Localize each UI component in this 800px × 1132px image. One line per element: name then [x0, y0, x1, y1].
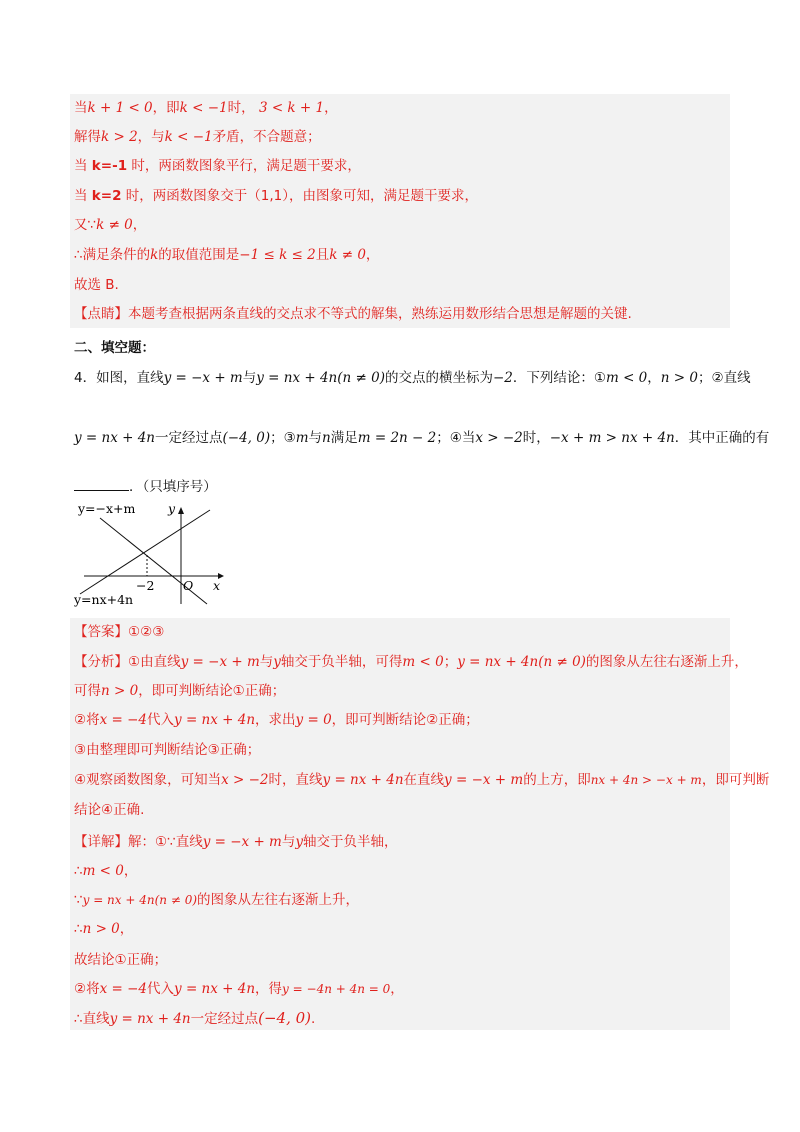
function-graph	[70, 500, 230, 608]
detail-line-6: ②将x = −4代入y = nx + 4n，得y = −4n + 4n = 0，	[74, 981, 404, 997]
section-heading: 二、填空题：	[74, 340, 155, 356]
solution-line-5: 又∵k ≠ 0，	[74, 217, 147, 233]
comment-tag: 【点睛】	[74, 306, 128, 322]
question-line-2: y = nx + 4n一定经过点(−4, 0)；③m与n满足m = 2n − 2；④当x > −2时，−x + m > nx + 4n．其中正确的有	[74, 430, 770, 446]
detail-line-1: 【详解】解：①∵直线y = −x + m与y轴交于负半轴，	[74, 834, 398, 850]
solution-line-3: 当 k=-1 时，两函数图象平行，满足题干要求，	[74, 158, 361, 174]
detail-line-4: ∴n > 0，	[74, 921, 134, 937]
detail-line-3: ∵y = nx + 4n(n ≠ 0)的图象从左往右逐渐上升，	[74, 892, 360, 908]
detail-line-2: ∴m < 0，	[74, 863, 138, 879]
y-axis-label: y	[168, 501, 176, 516]
tick-label-neg-2: −2	[136, 578, 155, 593]
answer-line: 【答案】①②③	[74, 624, 165, 640]
detail-line-5: 故结论①正确；	[74, 952, 168, 968]
graph-svg	[70, 500, 230, 608]
detail-tag: 【详解】	[74, 834, 128, 850]
answer-tag: 【答案】	[74, 624, 128, 640]
comment-line: 【点睛】本题考查根据两条直线的交点求不等式的解集，熟练运用数形结合思想是解题的关键.	[74, 306, 632, 322]
label-line-neg-x-plus-m: y=−x+m	[78, 501, 136, 516]
answer-blank	[74, 476, 129, 491]
analysis-line-6: 结论④正确.	[74, 802, 145, 818]
question-line-1: 4．如图，直线y = −x + m与y = nx + 4n(n ≠ 0)的交点的横坐标为−2．下列结论：①m < 0，n > 0；②直线	[74, 370, 751, 386]
solution-line-7: 故选 B.	[74, 277, 119, 293]
detail-line-7: ∴直线y = nx + 4n一定经过点(−4, 0).	[74, 1009, 316, 1027]
question-line-3: ．（只填序号）	[74, 476, 217, 498]
origin-label: O	[183, 578, 194, 593]
x-axis-label: x	[213, 578, 221, 593]
analysis-line-1: 【分析】①由直线y = −x + m与y轴交于负半轴，可得m < 0；y = nx + 4n(n ≠ 0)的图象从左往右逐渐上升，	[74, 654, 748, 670]
solution-line-6: ∴满足条件的k的取值范围是−1 ≤ k ≤ 2且k ≠ 0，	[74, 247, 380, 263]
solution-line-1: 当k + 1 < 0，即k < −1时， 3 < k + 1，	[74, 100, 338, 116]
y-axis-arrow	[178, 507, 184, 514]
label-line-nx-plus-4n: y=nx+4n	[74, 592, 134, 607]
solution-line-4: 当 k=2 时，两函数图象交于（1,1），由图象可知，满足题干要求，	[74, 188, 478, 204]
solution-line-2: 解得k > 2，与k < −1矛盾，不合题意；	[74, 129, 321, 145]
analysis-line-2: 可得n > 0，即可判断结论①正确；	[74, 683, 286, 699]
analysis-line-5: ④观察函数图象，可知当x > −2时，直线y = nx + 4n在直线y = −x + m的上方，即nx + 4n > −x + m，即可判断	[74, 772, 770, 788]
analysis-line-4: ③由整理即可判断结论③正确；	[74, 742, 261, 758]
answer-block	[70, 618, 730, 1030]
analysis-tag: 【分析】	[74, 654, 128, 670]
analysis-line-3: ②将x = −4代入y = nx + 4n，求出y = 0，即可判断结论②正确；	[74, 712, 479, 728]
